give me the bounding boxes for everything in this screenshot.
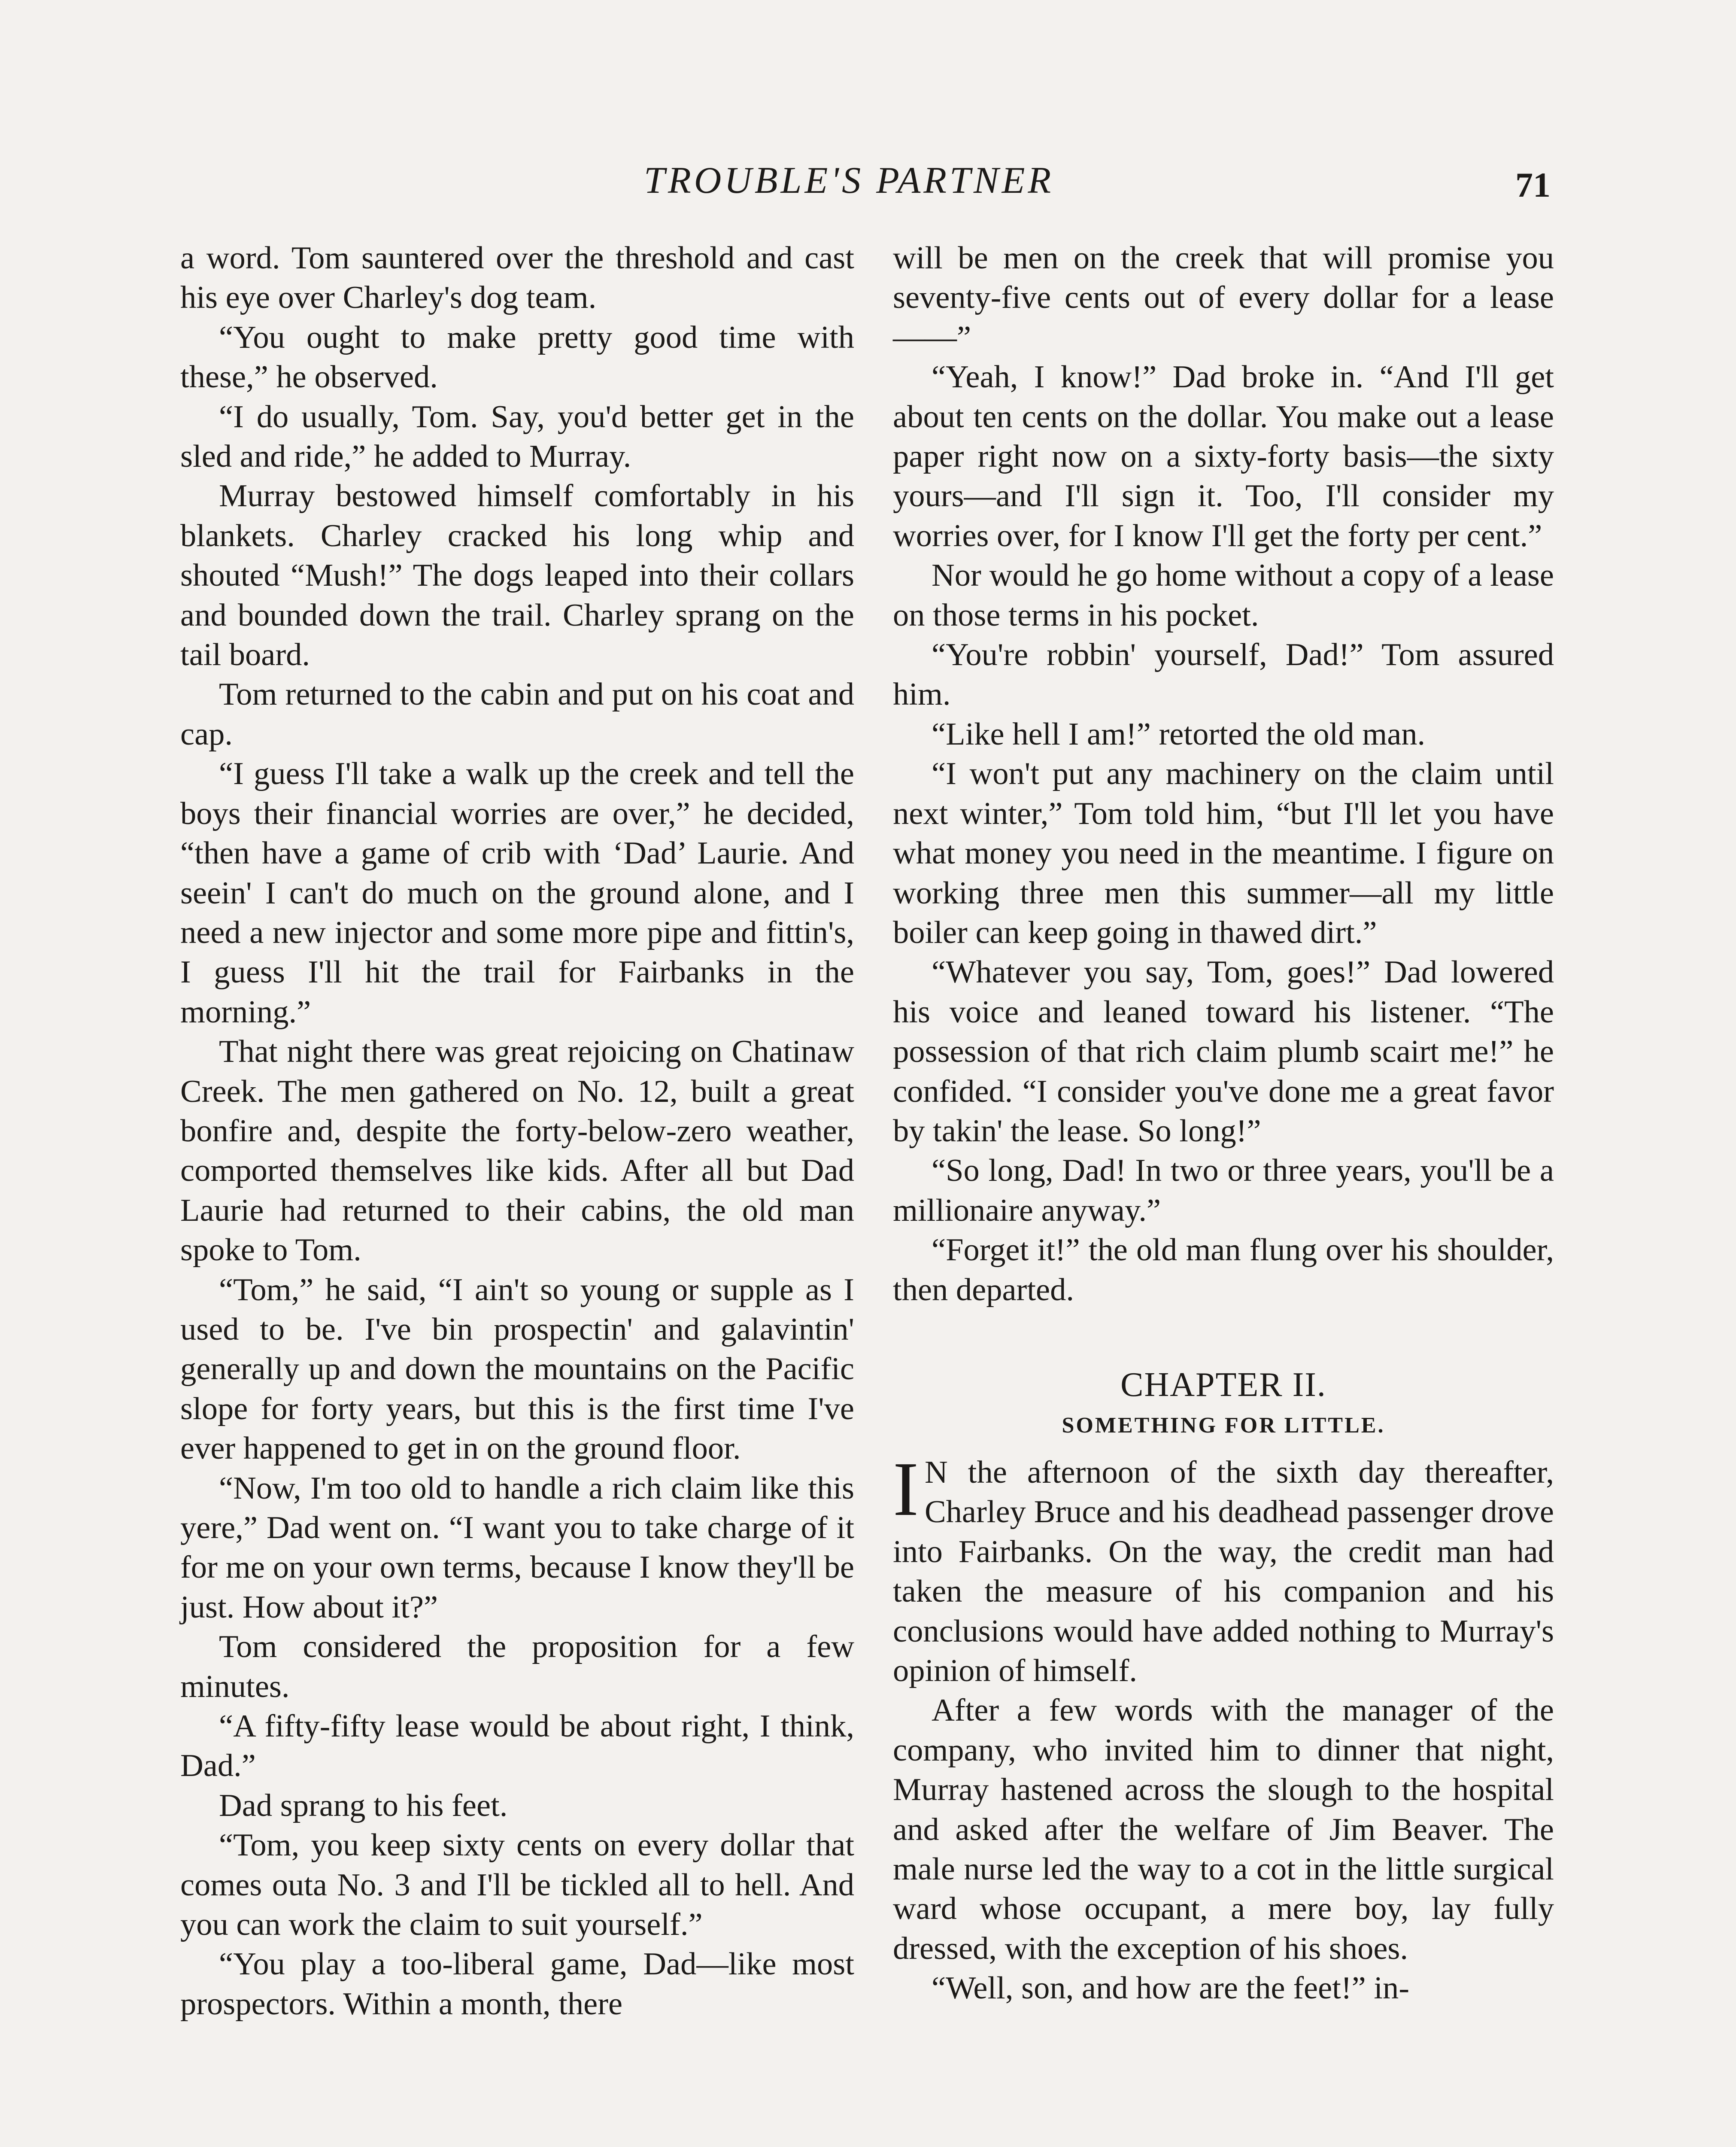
left-column xyxy=(180,238,854,2024)
paragraph: will be men on the creek that will promise you seventy-five cents out of every dollar for a lease——” xyxy=(893,240,1554,355)
paragraph: “Tom,” he said, “I ain't so young or supple as I used to be. I've bin prospectin' and galavintin' generally up and down the mountains on the Pacific slope for forty years, but this is the first time I've ever happened to get in on the ground floor. xyxy=(180,1272,854,1466)
page-header xyxy=(0,159,1736,206)
page-number: 71 xyxy=(1515,165,1551,204)
paragraph: “Now, I'm too old to handle a rich claim like this yere,” Dad went on. “I want you to take charge of it for me on your own terms, because I know they'll be just. How about it?” xyxy=(180,1470,854,1625)
paragraph: That night there was great rejoicing on Chatinaw Creek. The men gathered on No. 12, built a great bonfire and, despite the forty-below-zero weather, comported themselves like kids. After all but Dad Laurie had returned to their cabins, the old man spoke to Tom. xyxy=(180,1034,854,1268)
paragraph: “You ought to make pretty good time with these,” he observed. xyxy=(180,319,854,395)
paragraph: Dad sprang to his feet. xyxy=(219,1788,508,1823)
running-title: TROUBLE'S PARTNER xyxy=(644,160,1054,201)
chapter-title: CHAPTER II. xyxy=(1120,1365,1326,1404)
paragraph: “I guess I'll take a walk up the creek and tell the boys their financial worries are over,” he decided, “then have a game of crib with ‘Dad’ Laurie. And seein' I can't do much on the ground alone, and I need a new injector and some more pipe and fittin's, I guess I'll hit the trail for Fairbanks in the morning.” xyxy=(180,756,854,1030)
paragraph: Tom considered the proposition for a few minutes. xyxy=(180,1629,854,1704)
drop-cap: I xyxy=(893,1446,919,1532)
paragraph: “Whatever you say, Tom, goes!” Dad lowered his voice and leaned toward his listener. “The possession of that rich claim plumb scairt me!” he confided. “I consider you've done me a great favor by takin' the lease. So long!” xyxy=(893,955,1554,1149)
chapter-opening-paragraph xyxy=(893,1446,1554,1691)
paragraph: a word. Tom sauntered over the threshold and cast his eye over Charley's dog team. xyxy=(180,240,854,316)
paragraph: “A fifty-fifty lease would be about right, I think, Dad.” xyxy=(180,1709,854,1784)
paragraph: Nor would he go home without a copy of a lease on those terms in his pocket. xyxy=(893,558,1554,633)
chapter-heading xyxy=(893,1363,1554,1445)
paragraph: “You're robbin' yourself, Dad!” Tom assured him. xyxy=(893,637,1554,712)
paragraph: “Like hell I am!” retorted the old man. xyxy=(932,716,1426,752)
right-column xyxy=(893,238,1554,2008)
paragraph: “I won't put any machinery on the claim until next winter,” Tom told him, “but I'll let you have what money you need in the meantime. I figure on working three men this summer—all my little boiler can keep going in thawed dirt.” xyxy=(893,756,1554,950)
paragraph: Tom returned to the cabin and put on his coat and cap. xyxy=(180,677,854,752)
paragraph: “Tom, you keep sixty cents on every dollar that comes outa No. 3 and I'll be tickled all to hell. And you can work the claim to suit yourself.” xyxy=(180,1828,854,1943)
paragraph: “Well, son, and how are the feet!” in- xyxy=(932,1971,1410,2006)
opening-text: N the afternoon of the sixth day thereafter, Charley Bruce and his deadhead passenger drove into Fairbanks. On the way, the credit man had taken the measure of his companion and his conclusions would have added nothing to Murray's opinion of himself. xyxy=(893,1454,1554,1688)
paragraph: “You play a too-liberal game, Dad—like most prospectors. Within a month, there xyxy=(180,1946,854,2022)
paragraph: “So long, Dad! In two or three years, you'll be a millionaire anyway.” xyxy=(893,1153,1554,1228)
paragraph: Murray bestowed himself comfortably in his blankets. Charley cracked his long whip and shouted “Mush!” The dogs leaped into their collars and bounded down the trail. Charley sprang on the tail board. xyxy=(180,478,854,673)
chapter-subtitle: SOMETHING FOR LITTLE. xyxy=(1062,1413,1385,1438)
paragraph: “I do usually, Tom. Say, you'd better get in the sled and ride,” he added to Murray. xyxy=(180,399,854,474)
paragraph: “Forget it!” the old man flung over his shoulder, then departed. xyxy=(893,1232,1554,1308)
paragraph: After a few words with the manager of the company, who invited him to dinner that night, Murray hastened across the slough to the hospital and asked after the welfare of Jim Beaver. The male nurse led the way to a cot in the little surgical ward whose occupant, a mere boy, lay fully dressed, with the exception of his shoes. xyxy=(893,1693,1554,1966)
paragraph: “Yeah, I know!” Dad broke in. “And I'll get about ten cents on the dollar. You make out a lease paper right now on a sixty-forty basis—the sixty yours—and I'll sign it. Too, I'll consider my worries over, for I know I'll get the forty per cent.” xyxy=(893,359,1554,553)
